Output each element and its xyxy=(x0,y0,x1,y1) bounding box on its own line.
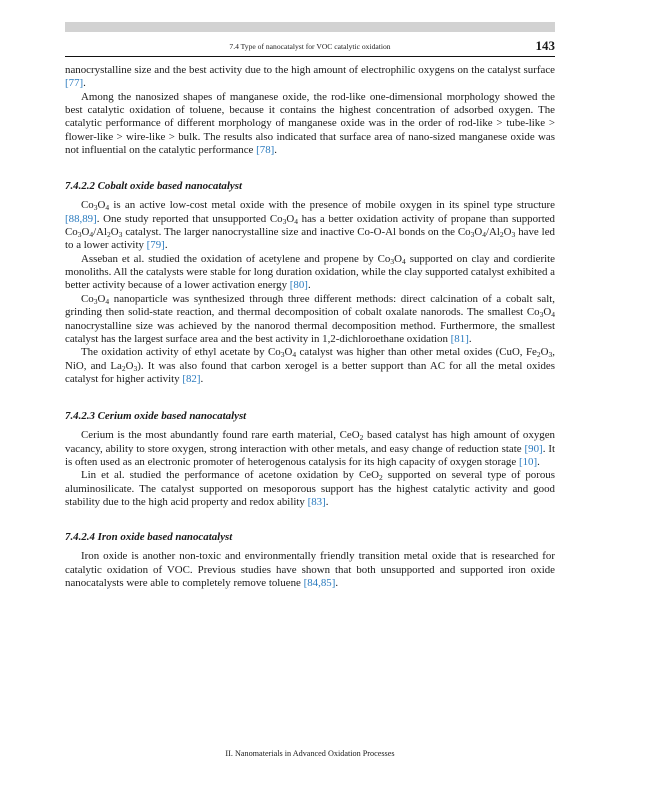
section-heading-cobalt: 7.4.2.2 Cobalt oxide based nanocatalyst xyxy=(65,180,242,193)
subscript: 2 xyxy=(121,363,126,373)
text-run: . xyxy=(468,332,472,345)
paragraph-cobalt-asseban xyxy=(65,253,555,293)
citation-link[interactable]: [81] xyxy=(450,332,469,345)
page-footer: II. Nanomaterials in Advanced Oxidation Processes xyxy=(225,749,395,758)
text-run: . It is often used as an electronic promoter of heterogenous catalysis for its high capacity of oxygen storage xyxy=(65,442,555,468)
paragraph-continuation xyxy=(65,64,555,91)
section-heading-iron: 7.4.2.4 Iron oxide based nanocatalyst xyxy=(65,531,233,544)
text-run: Among the nanosized shapes of manganese oxide, the rod-like one-dimensional morphology showed the best catalytic oxidation of toluene, because it contains the highest concentration of adsorbed oxygen. The catalytic performance of different morphology of manganese oxide was in the order of rod-like > tube-like > flower-like > wire-like > bulk. The results also indicated that surface area of nano-sized manganese oxide was not influential on the catalytic performance xyxy=(65,90,555,157)
text-run: Iron oxide is another non-toxic and environmentally friendly transition metal oxide that is researched for catalytic oxidation of VOC. Previous studies have shown that both unsupported and supported iron oxide nanocatalysts were able to completely remove toluene xyxy=(65,550,555,589)
citation-link[interactable]: [90] xyxy=(524,442,543,455)
text-run: . One study reported that unsupported xyxy=(96,212,270,225)
text-run: . xyxy=(325,495,329,508)
subscript: 3 xyxy=(133,363,138,373)
text-run: . xyxy=(335,576,339,589)
text-run: O xyxy=(125,359,134,372)
citation-link[interactable]: [78] xyxy=(256,144,275,157)
citation-link[interactable]: [88,89] xyxy=(65,212,97,225)
formula-co3o4-al2o3: $Co_3O_4/Al_2O_3$ xyxy=(65,226,123,240)
text-run: ). It was also found that carbon xerogel is a better support than AC for all the metal oxides catalyst for higher activity xyxy=(65,359,555,385)
paragraph-iron-intro xyxy=(65,550,555,590)
text-run: Cerium is the most abundantly found rare earth material, CeO xyxy=(81,429,360,442)
paragraph-cerium-intro xyxy=(65,429,555,469)
subscript: 3 xyxy=(548,350,553,360)
text-run: is an active low-cost metal oxide with the presence of mobile oxygen in its spinel type structure xyxy=(109,199,555,212)
text-run: have led to a lower activity xyxy=(65,226,555,252)
formula-co3o4: $Co_3O_4$ xyxy=(81,199,110,213)
text-run: catalyst. The larger nanocrystalline size and inactive Co-O-Al bonds on the xyxy=(122,226,458,239)
citation-link[interactable]: [83] xyxy=(307,495,326,508)
paragraph-cobalt-synthesis xyxy=(65,293,555,346)
paragraph-cobalt-intro xyxy=(65,199,555,252)
citation-link[interactable]: [10] xyxy=(518,455,538,468)
text-run: supported on clay and cordierite monoliths. All the catalysts were stable for long duration oxidation, while the clay supported catalyst exhibited a better activity because of a lower activation energy xyxy=(65,252,555,292)
text-run: nanocrystalline size and the best activity due to the high amount of electrophilic oxygens on the catalyst surface xyxy=(65,64,555,76)
text-run: . xyxy=(200,372,204,385)
citation-link[interactable]: [80] xyxy=(289,279,308,292)
citation-link[interactable]: [79] xyxy=(146,239,165,252)
subscript: 2 xyxy=(536,350,541,360)
formula-co3o4: $Co_3O_4$ xyxy=(526,306,555,320)
subscript: 2 xyxy=(359,433,364,443)
text-run: . xyxy=(83,77,86,90)
subscript: 2 xyxy=(378,473,383,483)
text-run: has a better oxidation activity of propane than supported xyxy=(297,212,555,225)
running-head xyxy=(65,38,555,57)
paragraph-cerium-lin xyxy=(65,469,555,509)
paragraph-cobalt-ethyl-acetate xyxy=(65,346,555,386)
text-run: . xyxy=(274,144,278,157)
header-shade-bar xyxy=(65,22,555,32)
formula-co3o4: $Co_3O_4$ xyxy=(81,292,110,306)
text-run: based catalyst has high amount of oxygen vacancy, ability to store oxygen, strong interaction with other metals, and easy change of reduction state xyxy=(65,429,555,455)
running-title: 7.4 Type of nanocatalyst for VOC catalytic oxidation xyxy=(229,42,391,51)
formula-co3o4: $Co_3O_4$ xyxy=(267,346,297,360)
citation-link[interactable]: [77] xyxy=(65,77,84,90)
page-number: 143 xyxy=(535,38,555,53)
text-run: Lin et al. studied the performance of acetone oxidation by CeO xyxy=(81,469,379,482)
formula-co3o4: $Co_3O_4$ xyxy=(269,212,298,226)
text-run: . xyxy=(307,279,311,292)
text-run: O xyxy=(540,346,549,359)
citation-link[interactable]: [82] xyxy=(182,372,201,385)
text-run: nanocrystalline size was achieved by the nanorod thermal decomposition method. Furthermore, the smallest catalyst has the largest surface area and the best activity in 1,2-dichloroethane oxidation xyxy=(65,319,555,345)
text-run: The oxidation activity of ethyl acetate by xyxy=(81,346,268,359)
text-run: supported on several type of porous aluminosilicate. The catalyst supported on mesoporous support has the highest catalytic activity and good stability due to the high acid property and redox ability xyxy=(65,469,555,508)
citation-link[interactable]: [84,85] xyxy=(303,576,336,589)
page-body xyxy=(65,64,555,590)
paragraph-manganese-morphology xyxy=(65,91,555,158)
text-run: Asseban et al. studied the oxidation of acetylene and propene by xyxy=(81,252,378,265)
text-run: catalyst was higher than other metal oxides (CuO, Fe xyxy=(296,346,537,359)
text-run: , NiO, and La xyxy=(65,346,556,372)
section-heading-cerium: 7.4.2.3 Cerium oxide based nanocatalyst xyxy=(65,410,247,423)
text-run: nanoparticle was synthesized through three different methods: direct calcination of a cobalt salt, grinding then solid-state reaction, and thermal decomposition of cobalt oxalate nanorods. The smallest xyxy=(65,292,555,319)
text-run: . xyxy=(537,455,540,468)
text-run: . xyxy=(164,239,168,252)
formula-co3o4-al2o3: $Co_3O_4/Al_2O_3$ xyxy=(457,226,516,240)
formula-co3o4: $Co_3O_4$ xyxy=(377,252,406,266)
